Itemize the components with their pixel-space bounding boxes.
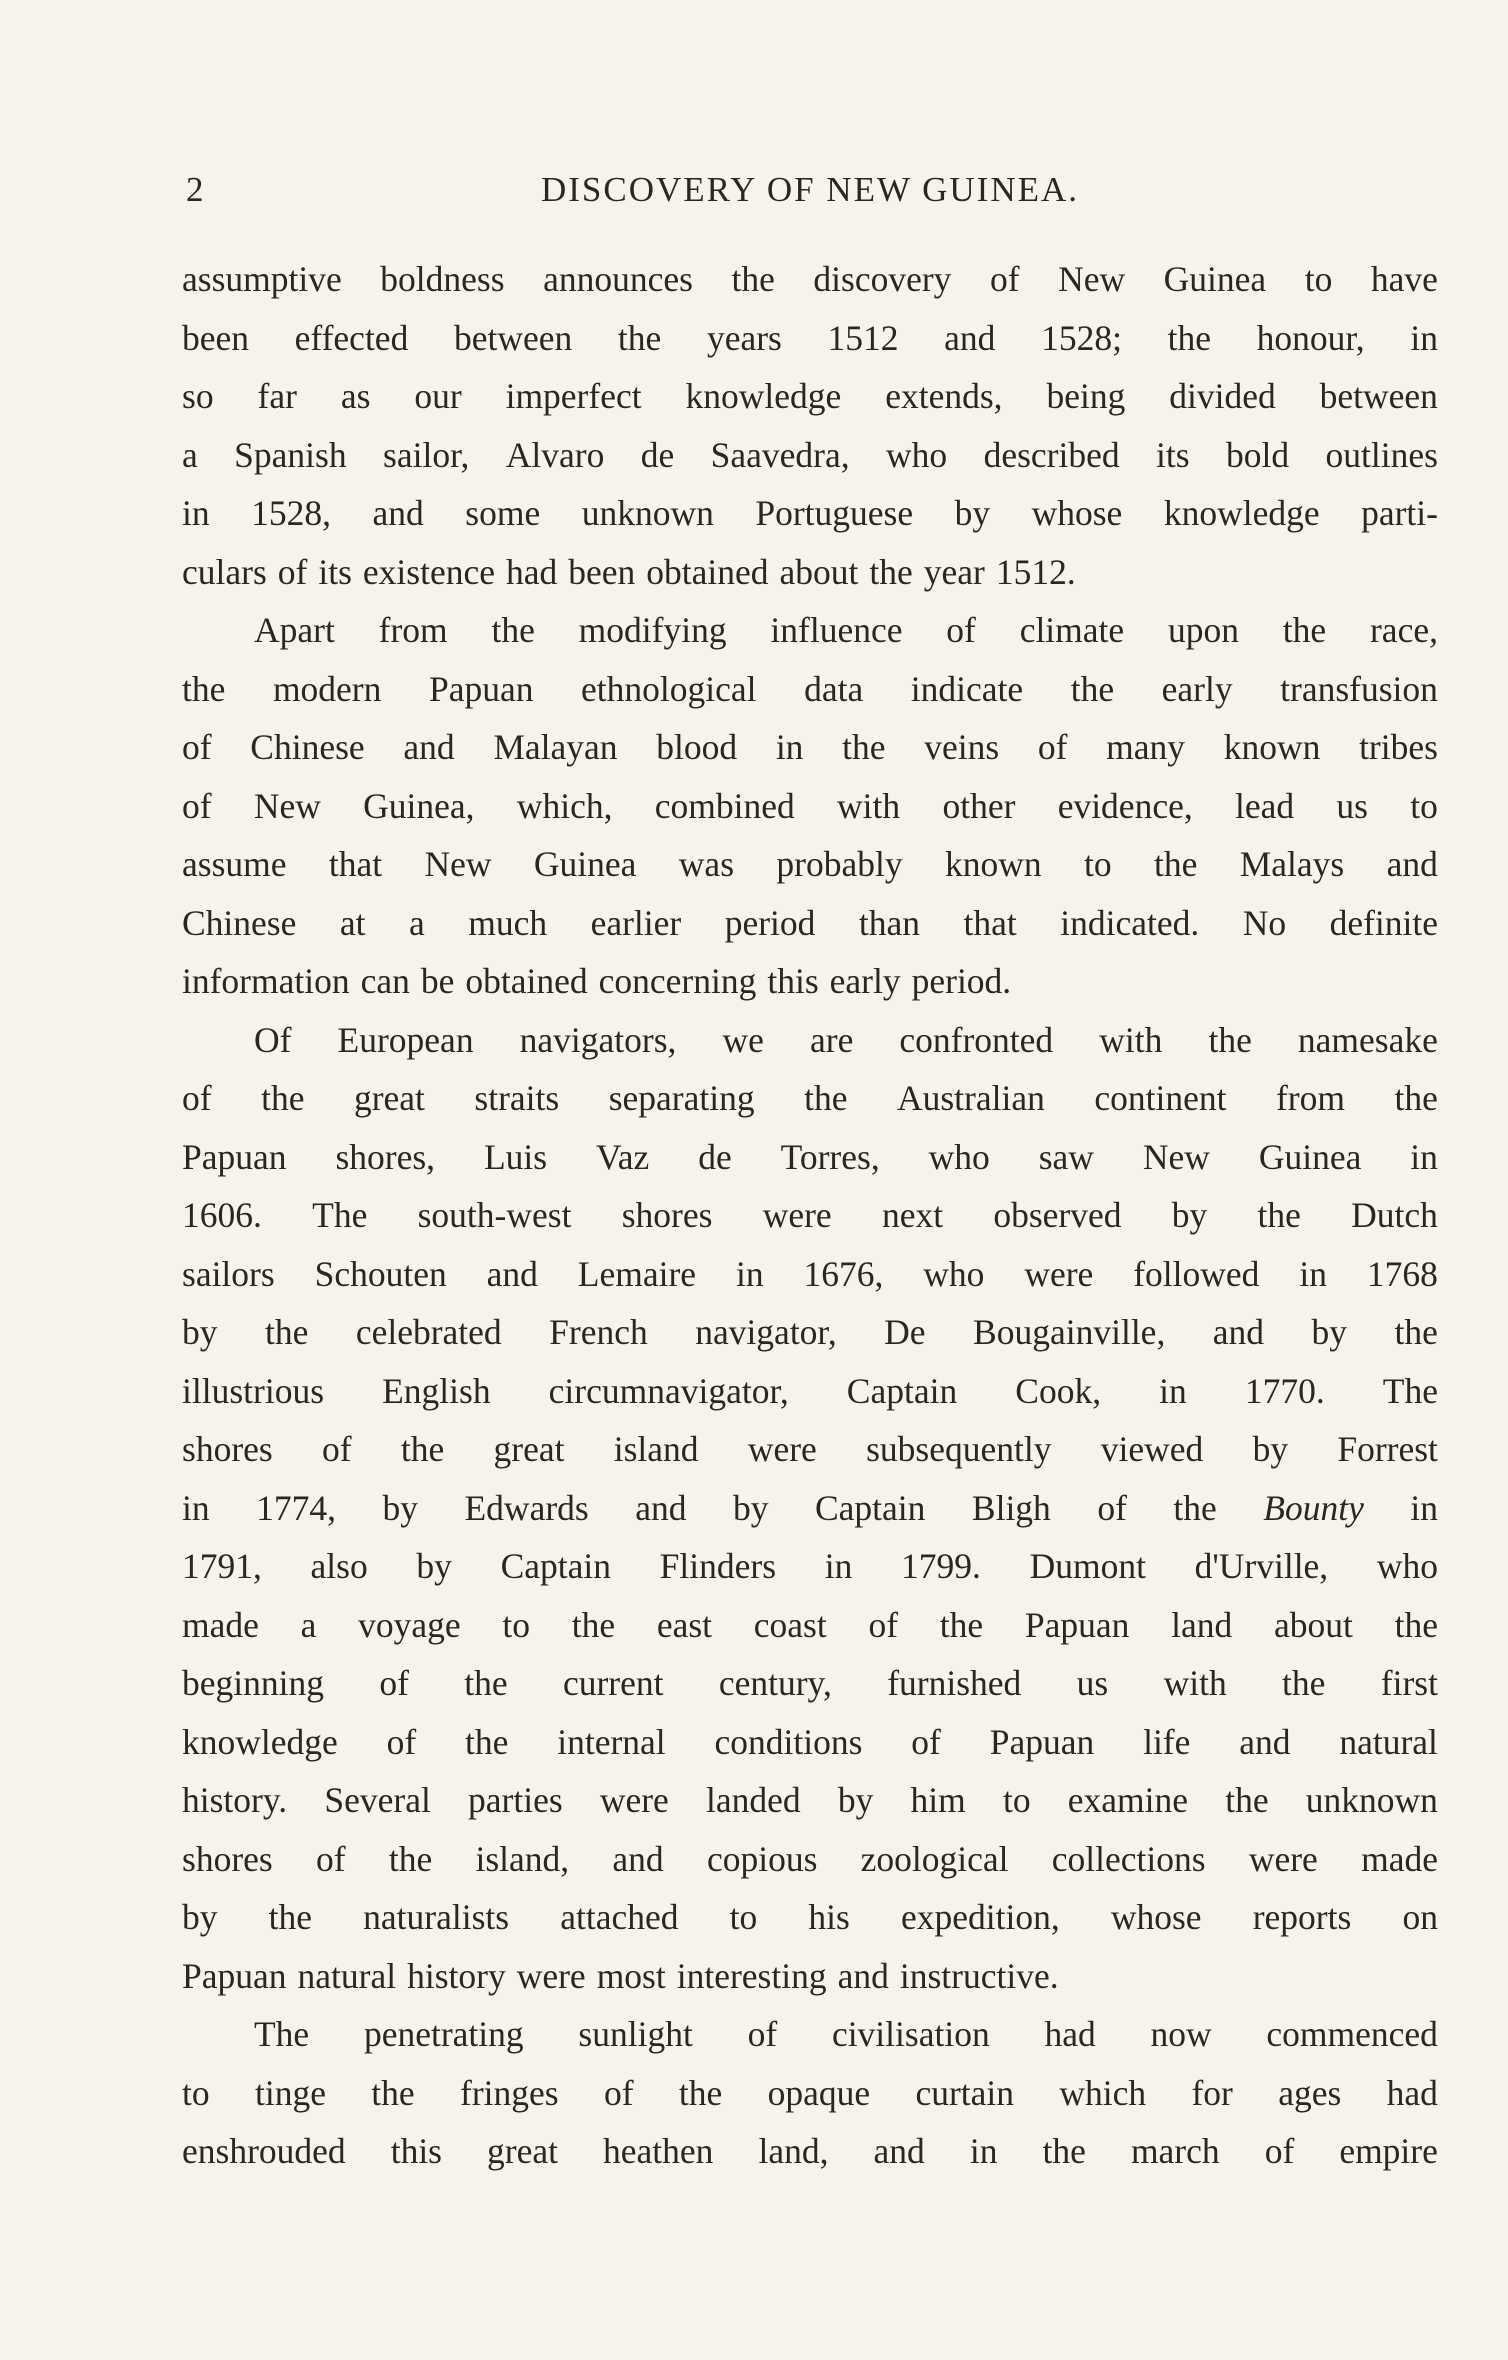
text-line: knowledge of the internal conditions of Papuan life and natural xyxy=(182,1721,1438,1762)
text-line: in 1774, by Edwards and by Captain Bligh of the Bounty in xyxy=(182,1487,1438,1528)
text-line: beginning of the current century, furnished us with the first xyxy=(182,1663,1438,1703)
text-line: Papuan natural history were most interesting and instructive. xyxy=(182,1955,1059,1996)
text-line: information can be obtained concerning this early period. xyxy=(182,961,1012,1001)
text-line: 1791, also by Captain Flinders in 1799. Dumont d'Urville, who xyxy=(182,1546,1438,1586)
text-line: made a voyage to the east coast of the Papuan land about the xyxy=(182,1604,1438,1645)
text-line: Apart from the modifying influence of climate upon the race, xyxy=(254,610,1438,650)
text-line: culars of its existence had been obtained about the year 1512. xyxy=(182,551,1076,592)
text-line: of the great straits separating the Australian continent from the xyxy=(182,1078,1438,1118)
running-title: DISCOVERY OF NEW GUINEA. xyxy=(541,170,1079,209)
text-line: Papuan shores, Luis Vaz de Torres, who saw New Guinea in xyxy=(182,1136,1438,1177)
text-line: 1606. The south-west shores were next observed by the Dutch xyxy=(182,1195,1438,1235)
text-line: illustrious English circumnavigator, Captain Cook, in 1770. The xyxy=(182,1370,1438,1411)
text-line: the modern Papuan ethnological data indicate the early transfusion xyxy=(182,668,1438,709)
body-text xyxy=(182,250,1438,2181)
running-head xyxy=(180,162,1440,218)
text-line: assume that New Guinea was probably known to the Malays and xyxy=(182,844,1438,884)
text-line: Of European navigators, we are confronted with the namesake xyxy=(254,1019,1438,1060)
text-line: by the celebrated French navigator, De Bougainville, and by the xyxy=(182,1312,1438,1352)
text-line: a Spanish sailor, Alvaro de Saavedra, who described its bold outlines xyxy=(182,434,1438,475)
text-line: shores of the island, and copious zoological collections were made xyxy=(182,1838,1438,1879)
text-line: sailors Schouten and Lemaire in 1676, who were followed in 1768 xyxy=(182,1253,1438,1294)
text-line: enshrouded this great heathen land, and in the march of empire xyxy=(182,2131,1438,2171)
text-line: been effected between the years 1512 and 1528; the honour, in xyxy=(182,317,1438,358)
text-line: history. Several parties were landed by him to examine the unknown xyxy=(182,1780,1438,1820)
text-line: to tinge the fringes of the opaque curtain which for ages had xyxy=(182,2072,1438,2113)
text-line: The penetrating sunlight of civilisation had now commenced xyxy=(254,2014,1438,2054)
text-line: of New Guinea, which, combined with other evidence, lead us to xyxy=(182,785,1438,826)
text-line: so far as our imperfect knowledge extends, being divided between xyxy=(182,376,1438,416)
text-line: Chinese at a much earlier period than that indicated. No definite xyxy=(182,902,1438,943)
text-line: shores of the great island were subsequently viewed by Forrest xyxy=(182,1429,1438,1469)
text-line: by the naturalists attached to his expedition, whose reports on xyxy=(182,1897,1438,1937)
page-number: 2 xyxy=(186,170,204,209)
text-line: in 1528, and some unknown Portuguese by whose knowledge parti- xyxy=(182,493,1438,533)
text-line: of Chinese and Malayan blood in the veins of many known tribes xyxy=(182,727,1438,767)
text-line: assumptive boldness announces the discovery of New Guinea to have xyxy=(182,259,1438,299)
